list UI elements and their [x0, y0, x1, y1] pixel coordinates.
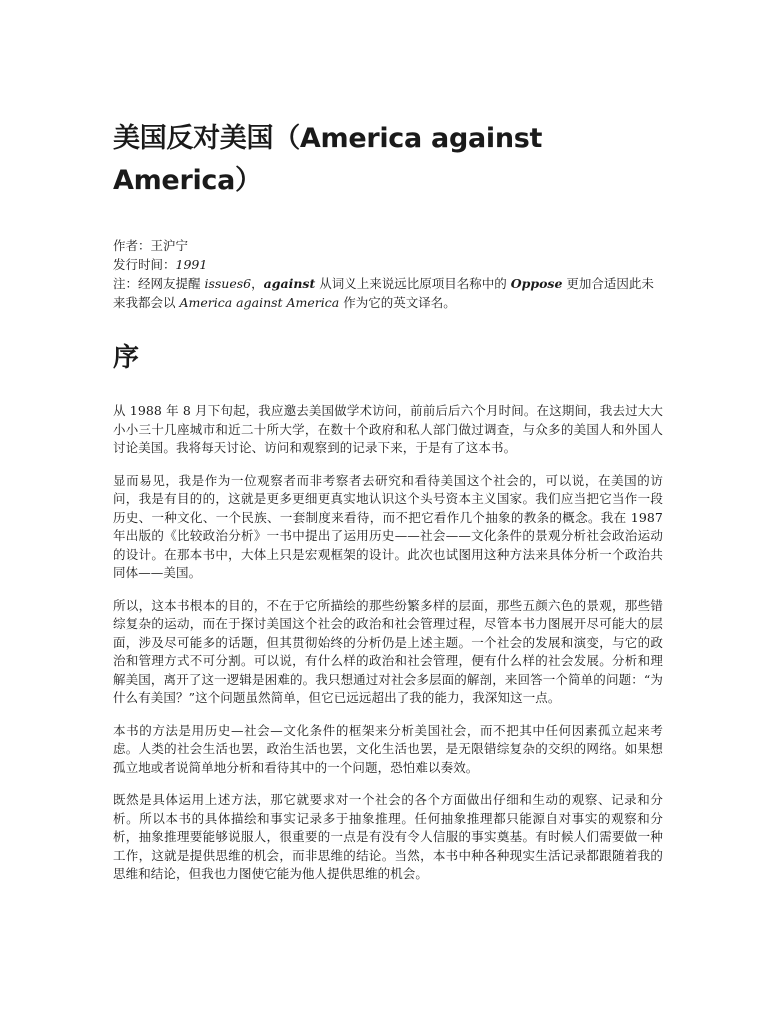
paragraph-1: 从 1988 年 8 月下旬起，我应邀去美国做学术访问，前前后后六个月时间。在这期间，我去过大大小小三十几座城市和近二十所大学，在数十个政府和私人部门做过调查，与众多的美国人和外国人讨论美国。我将每天讨论、访问和观察到的记录下来，于是有了这本书。: [113, 403, 663, 455]
note-separator: ，: [251, 276, 264, 291]
note-word-oppose: Oppose: [510, 276, 563, 291]
author-label: 作者：: [113, 238, 151, 253]
note-suffix: 作为它的英文译名。: [339, 295, 456, 310]
paragraph-3: 所以，这本书根本的目的，不在于它所描绘的那些纷繁多样的层面，那些五颜六色的景观，那些错综复杂的运动，而在于探讨美国这个社会的政治和社会管理过程，尽管本书力图展开尽可能大的层面，涉及尽可能多的话题，但其贯彻始终的分析仍是上述主题。一个社会的发展和演变，与它的政治和管理方式不可分割。可以说，有什么样的政治和社会管理，便有什么样的社会发展。分析和理解美国，离开了这一逻辑是困难的。我只想通过对社会多层面的解剖，来回答一个简单的问题：“为什么有美国？”这个问题虽然简单，但它已远远超出了我的能力，我深知这一点。: [113, 597, 663, 705]
document-title: 美国反对美国（America against America）: [113, 123, 543, 196]
author-line: [113, 236, 663, 255]
published-label: 发行时间：: [113, 257, 176, 272]
published-year: 1991: [175, 257, 208, 272]
note-user: issues6: [204, 276, 252, 291]
document-page: [113, 118, 663, 898]
paragraph-2: 显而易见，我是作为一位观察者而非考察者去研究和看待美国这个社会的，可以说，在美国的访问，我是有目的的，这就是更多更细更真实地认识这个头号资本主义国家。我们应当把它当作一段历史、一种文化、一个民族、一套制度来看待，而不把它看作几个抽象的教条的概念。我在 1987 年出版的《比较政治分析》一书中提出了运用历史——社会——文化条件的景观分析社会政治运动的设计。在那本书中，大体上只是宏观框架的设计。此次也试图用这种方法来具体分析一个政治共同体——美国。: [113, 472, 663, 580]
note-middle-2: 更加合适因此未来我都会以: [113, 276, 654, 310]
note-prefix: 注：经网友提醒: [113, 276, 205, 291]
author-name: 王沪宁: [150, 238, 189, 253]
note-middle: 从词义上来说远比原项目名称中的: [315, 276, 511, 291]
note-line: [113, 274, 663, 312]
paragraph-5: 既然是具体运用上述方法，那它就要求对一个社会的各个方面做出仔细和生动的观察、记录和分析。所以本书的具体描绘和事实记录多于抽象推理。任何抽象推理都只能源自对事实的观察和分析，抽象推理要能够说服人，很重要的一点是有没有令人信服的事实奠基。有时候人们需要做一种工作，这就是提供思维的机会，而非思维的结论。当然，本书中种各种现实生活记录都跟随着我的思维和结论，但我也力图使它能为他人提供思维的机会。: [113, 792, 663, 881]
document-meta: [113, 236, 663, 312]
paragraph-4: 本书的方法是用历史—社会—文化条件的框架来分析美国社会，而不把其中任何因素孤立起来考虑。人类的社会生活也罢，政治生活也罢，文化生活也罢，是无限错综复杂的交织的网络。如果想孤立地或者说简单地分析和看待其中的一个问题，恐怕难以奏效。: [113, 722, 663, 775]
published-line: [113, 255, 663, 274]
note-english-title: America against America: [179, 295, 340, 310]
preface-body: [113, 402, 663, 884]
note-word-against: against: [263, 276, 316, 291]
section-title: 序: [113, 343, 140, 373]
